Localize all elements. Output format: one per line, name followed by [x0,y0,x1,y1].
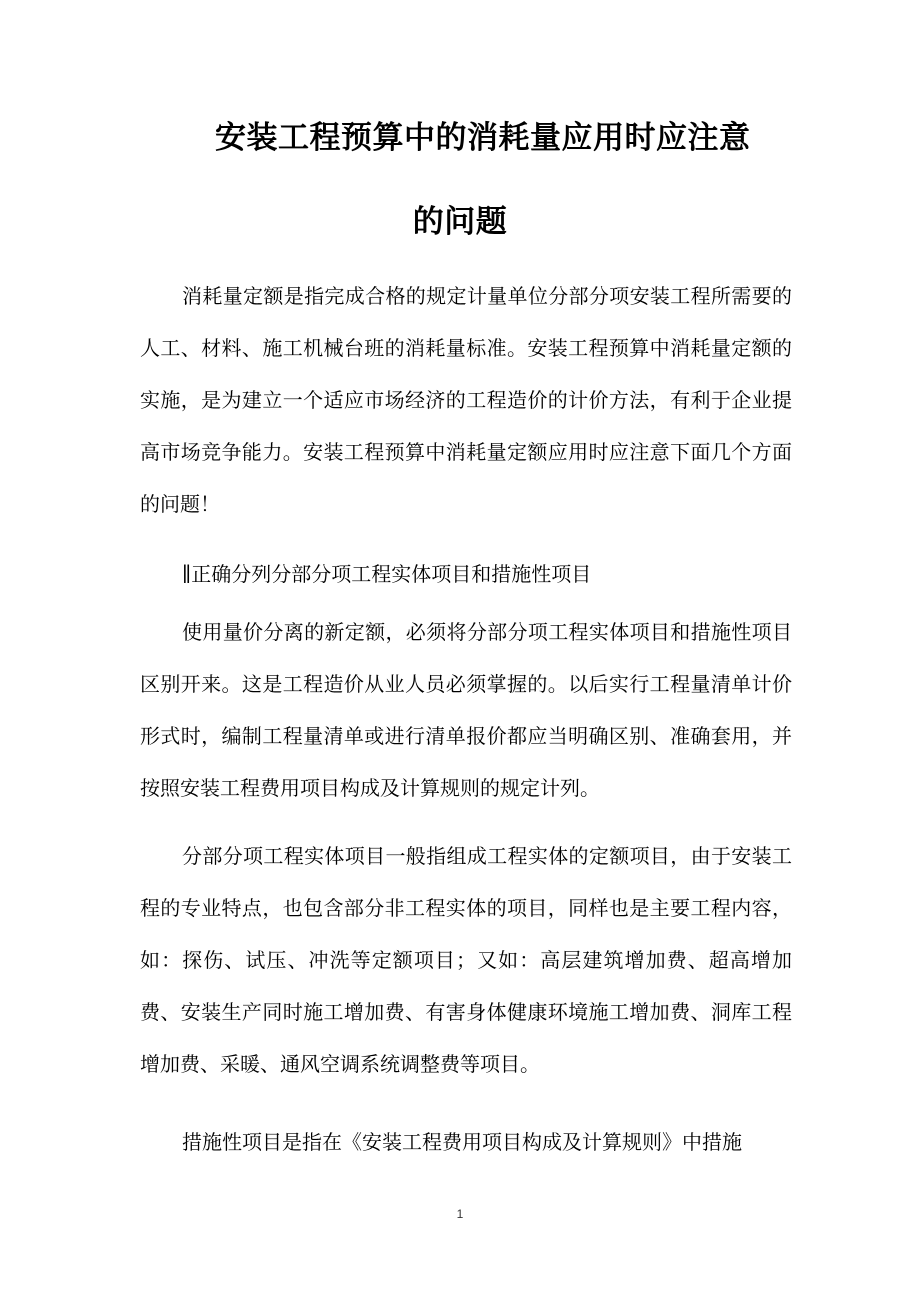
paragraph-entity-items: 分部分项工程实体项目一般指组成工程实体的定额项目，由于安装工程的专业特点，也包含部分非工程实体的项目，同样也是主要工程内容，如：探伤、试压、冲洗等定额项目；又如：高层建筑增加费、超高增加费、安装生产同时施工增加费、有害身体健康环境施工增加费、洞库工程增加费、采暖、通风空调系统调整费等项目。 [140,844,792,1076]
paragraph-intro: 消耗量定额是指完成合格的规定计量单位分部分项安装工程所需要的人工、材料、施工机械台班的消耗量标准。安装工程预算中消耗量定额的实施，是为建立一个适应市场经济的工程造价的计价方法，有利于企业提高市场竞争能力。安装工程预算中消耗量定额应用时应注意下面几个方面的问题！ [140,284,792,516]
paragraph-separation: 使用量价分离的新定额，必须将分部分项工程实体项目和措施性项目区别开来。这是工程造价从业人员必须掌握的。以后实行工程量清单计价形式时，编制工程量清单或进行清单报价都应当明确区别、准确套用，并按照安装工程费用项目构成及计算规则的规定计列。 [140,620,792,800]
page-number: 1 [456,1207,464,1221]
document-title-line1: 安装工程预算中的消耗量应用时应注意 [215,120,751,156]
document-title-line2: 的问题 [412,204,508,240]
paragraph-heading: ∥正确分列分部分项工程实体项目和措施性项目 [182,562,592,586]
paragraph-measure-items: 措施性项目是指在《安装工程费用项目构成及计算规则》中措施 [182,1130,742,1154]
